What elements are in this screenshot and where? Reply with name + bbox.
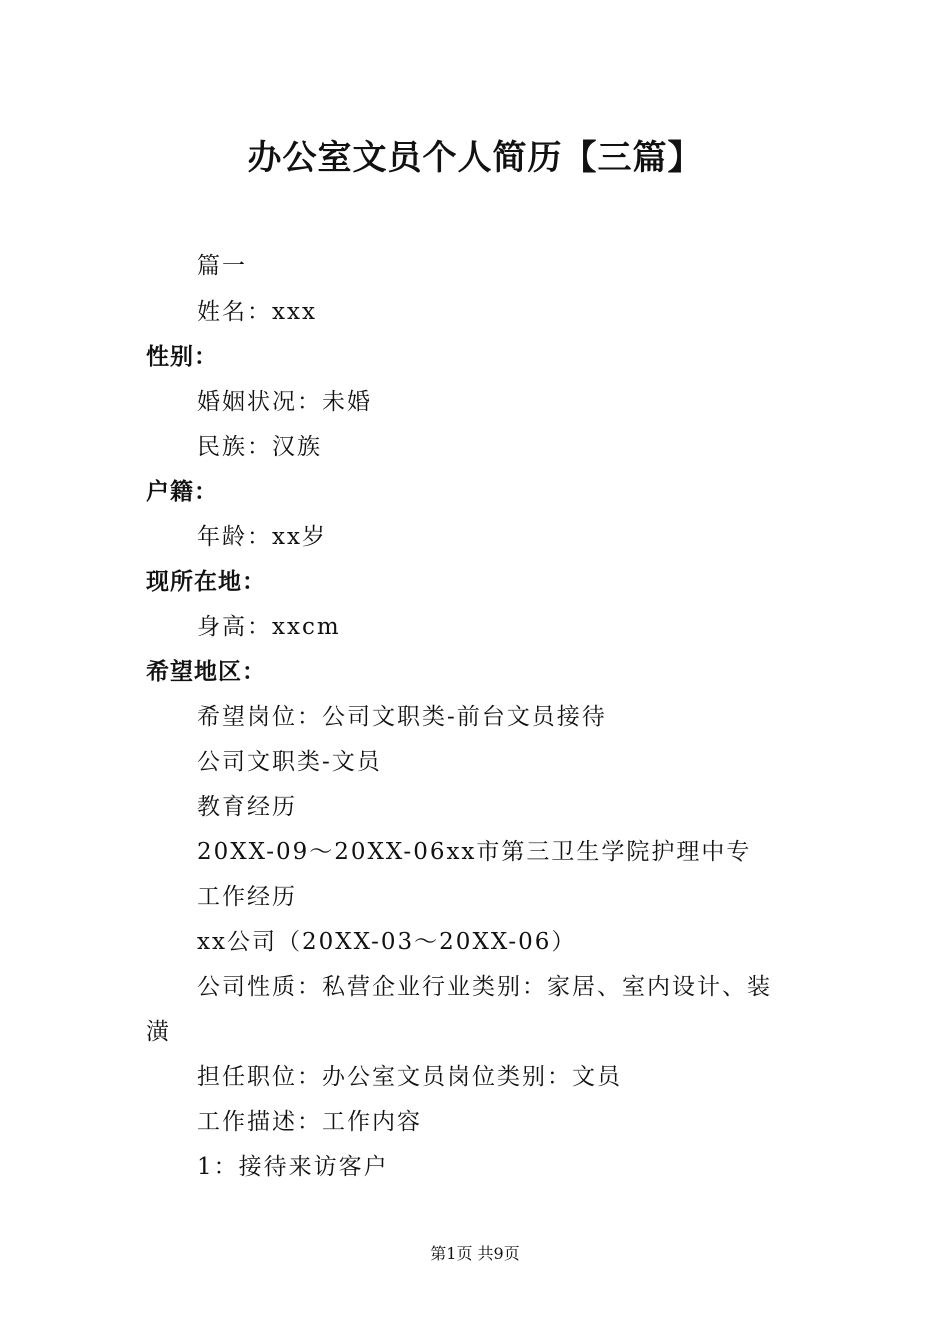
education-heading: 教育经历 <box>197 794 297 820</box>
field-current-location: 现所在地： <box>146 568 266 595</box>
field-desired-region: 希望地区： <box>146 658 266 685</box>
job-duty-item: 1：接待来访客户 <box>197 1154 389 1180</box>
field-height: 身高：xxcm <box>197 614 341 640</box>
work-company: xx公司（20XX-03～20XX-06） <box>197 929 577 955</box>
field-gender: 性别： <box>146 343 218 370</box>
field-marital-status: 婚姻状况：未婚 <box>197 389 372 415</box>
company-nature: 公司性质：私营企业行业类别：家居、室内设计、装 <box>197 974 772 1000</box>
field-household-registration: 户籍： <box>146 478 218 505</box>
job-description-heading: 工作描述：工作内容 <box>197 1109 422 1135</box>
desired-position-continued: 公司文职类-文员 <box>197 749 382 775</box>
job-position: 担任职位：办公室文员岗位类别：文员 <box>197 1064 622 1090</box>
field-name: 姓名：xxx <box>197 299 317 325</box>
education-entry: 20XX-09～20XX-06xx市第三卫生学院护理中专 <box>197 839 752 865</box>
work-experience-heading: 工作经历 <box>197 884 297 910</box>
document-title: 办公室文员个人简历【三篇】 <box>247 138 703 178</box>
page-footer: 第1页 共9页 <box>430 1244 520 1263</box>
field-ethnicity: 民族：汉族 <box>197 434 322 460</box>
field-age: 年龄：xx岁 <box>197 524 327 550</box>
section-label: 篇一 <box>197 253 247 279</box>
field-desired-position: 希望岗位：公司文职类-前台文员接待 <box>197 704 607 730</box>
company-nature-continued: 潢 <box>146 1019 171 1045</box>
